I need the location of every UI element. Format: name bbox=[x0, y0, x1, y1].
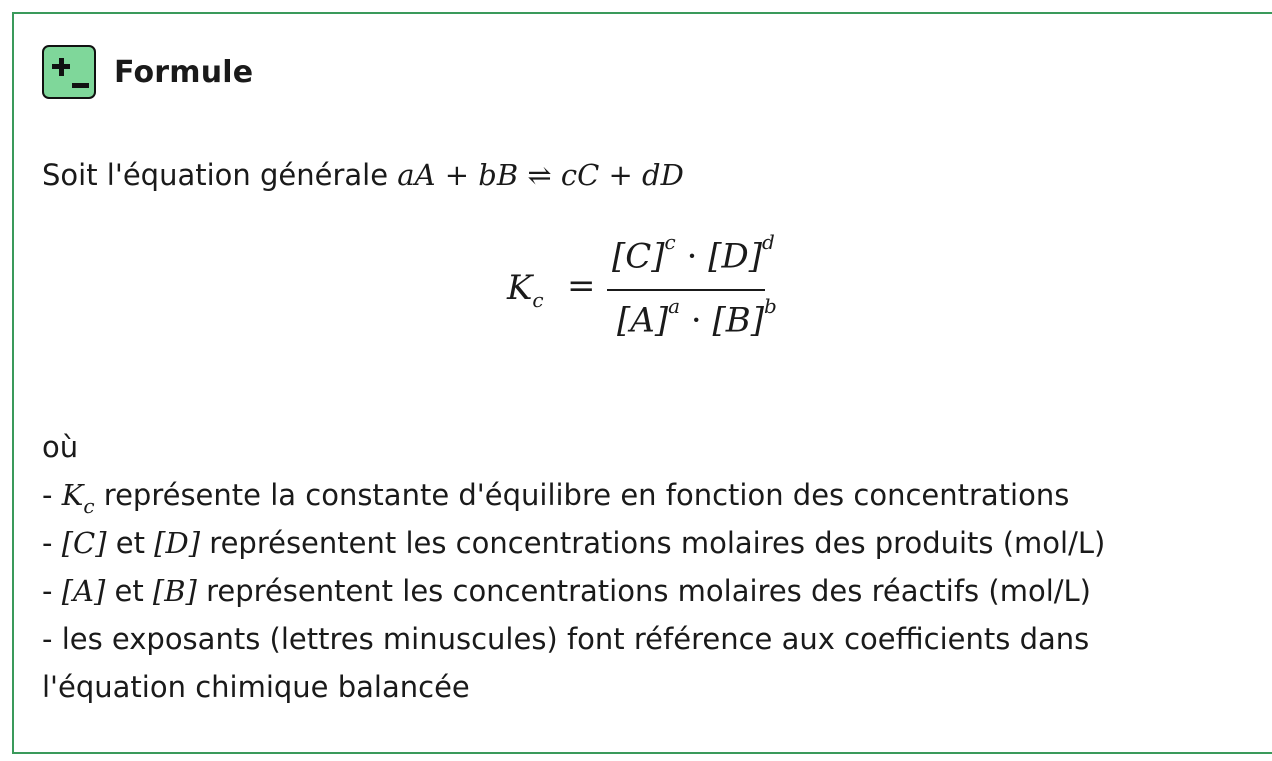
formula-numerator: $[C]^c \cdot [D]^d$ bbox=[612, 230, 775, 277]
definition-line: - $K_c$ représente la constante d'équilibre en fonction des concentrations bbox=[42, 478, 1070, 518]
definition-line: - [A] et [B] représentent les concentrations molaires des réactifs (mol/L) bbox=[42, 574, 1091, 608]
card-header bbox=[42, 44, 253, 100]
card-title: Formule bbox=[114, 54, 254, 90]
formula-equals: = bbox=[567, 266, 596, 306]
general-equation: aA + bB ⇌ cC + dD bbox=[397, 158, 684, 192]
definition-line: - les exposants (lettres minuscules) font référence aux coefficients dans bbox=[42, 622, 1090, 656]
formula-denominator: $[A]^a \cdot [B]^b$ bbox=[617, 294, 777, 341]
intro-line bbox=[42, 158, 684, 192]
intro-text: Soit l'équation générale bbox=[42, 158, 398, 192]
plus-minus-icon bbox=[42, 45, 96, 99]
fraction-bar bbox=[607, 289, 765, 291]
definition-continuation: l'équation chimique balancée bbox=[42, 670, 470, 704]
formula-lhs: $K_c$ bbox=[507, 268, 544, 312]
equilibrium-constant-formula bbox=[507, 230, 777, 356]
where-label: où bbox=[42, 430, 79, 464]
definition-line: - [C] et [D] représentent les concentrations molaires des produits (mol/L) bbox=[42, 526, 1106, 560]
